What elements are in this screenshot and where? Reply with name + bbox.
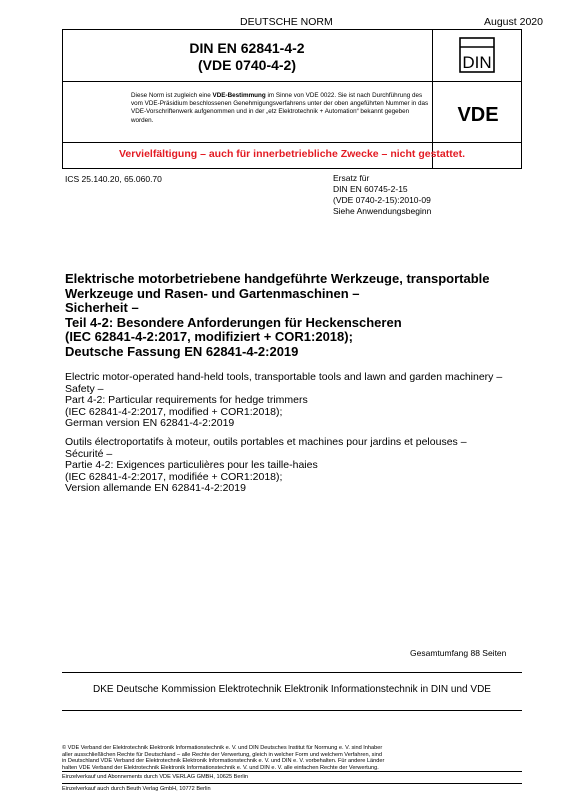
german-title-line: Sicherheit – [65,300,139,316]
vde-number: (VDE 0740-4-2) [197,57,297,73]
dke-committee: DKE Deutsche Kommission Elektrotechnik Elektronik Informationstechnik in DIN und VDE [93,684,491,695]
english-title-line: German version EN 62841-4-2:2019 [65,417,235,430]
german-title [65,272,520,360]
copyright-line: aller ausschließlichen Rechte für Deutschland – alle Rechte der Verwertung, gleich in welcher Form und welchem Verfahren, sind [62,751,382,758]
copyright-line: halten VDE Verband der Elektrotechnik Elektronik Informationstechnik e. V. und DIN e. V. alle einfachen Rechte der Verwertung. [62,765,379,772]
german-title-line: Werkzeuge und Rasen- und Gartenmaschinen – [65,285,360,301]
din-logo-text: DIN [462,53,492,72]
copyright-line: © VDE Verband der Elektrotechnik Elektronik Informationstechnik e. V. und DIN Deutsches Institut für Normung e. V. sind Inhaber [62,745,383,751]
german-title-line: Deutsche Fassung EN 62841-4-2:2019 [65,343,299,359]
sales-info: Einzelverkauf auch durch Beuth Verlag GmbH, 10772 Berlin [62,786,211,792]
din-number: DIN EN 62841-4-2 [189,40,305,56]
standard-number [62,40,432,74]
total-pages: Gesamtumfang 88 Seiten [410,648,507,658]
note-emphasis: VDE-Bestimmung [212,92,266,99]
vde-logo-text: VDE [457,104,499,125]
copyright-notice [62,745,522,772]
english-title-line: (IEC 62841-4-2:2017, modified + COR1:2018); [65,405,283,418]
reproduction-warning: Vervielfältigung – auch für innerbetriebliche Zwecke – nicht gestattet. [118,148,465,160]
french-title [65,437,525,495]
french-title-line: (IEC 62841-4-2:2017, modifiée + COR1:2018); [65,470,283,483]
replacement-line: Siehe Anwendungsbeginn [333,206,432,216]
english-title-line: Safety – [65,382,104,395]
sales-info: Einzelverkauf und Abonnements durch VDE VERLAG GMBH, 10625 Berlin [62,774,248,780]
din-logo [459,37,495,73]
french-title-line: Outils électroportatifs à moteur, outils portables et machines pour jardins et pelouses – [65,436,467,448]
issue-date: August 2020 [484,16,543,28]
copyright-line: in Deutschland VDE Verband der Elektrotechnik Elektronik Informationstechnik e. V. und DIN e. V. vorbehalten. Für andere Länder [62,758,385,765]
vde-logo [446,103,510,125]
german-title-line: (IEC 62841-4-2:2017, modifiziert + COR1:2018); [65,329,353,345]
replacement-line: DIN EN 60745-2-15 [333,184,408,194]
french-title-line: Partie 4-2: Exigences particulières pour les taille-haies [65,459,318,472]
divider [62,710,522,711]
english-title-line: Electric motor-operated hand-held tools, transportable tools and lawn and garden machinery – [65,371,503,383]
french-title-line: Sécurité – [65,447,113,460]
divider [62,771,522,772]
title-box-divider [62,142,522,143]
replacement-line: Ersatz für [333,173,370,183]
german-title-line: Teil 4-2: Besondere Anforderungen für Heckenscheren [65,314,402,330]
french-title-line: Version allemande EN 62841-4-2:2019 [65,482,246,495]
vde-provision-note [131,92,429,125]
note-text: im Sinne von VDE 0022. Sie ist nach Durchführung des vom VDE-Präsidium beschlossenen Genehmigungsverfahrens unter der oben angeführten Nummer in das VDE-Vorschriftenwerk aufgenommen und in der „etz Elektrotechnik + Automation“ bekannt gegeben worden. [131,92,429,124]
divider [62,672,522,673]
english-title [65,372,525,430]
note-text: Diese Norm ist zugleich eine [131,92,213,99]
divider [62,783,522,784]
replacement-info [333,173,431,217]
english-title-line: Part 4-2: Particular requirements for hedge trimmers [65,394,308,407]
ics-codes: ICS 25.140.20, 65.060.70 [65,174,162,184]
replacement-line: (VDE 0740-2-15):2010-09 [333,195,431,205]
german-title-line: Elektrische motorbetriebene handgeführte Werkzeuge, transportable [65,271,490,286]
title-box-divider [62,81,522,82]
document-type: DEUTSCHE NORM [240,16,333,28]
